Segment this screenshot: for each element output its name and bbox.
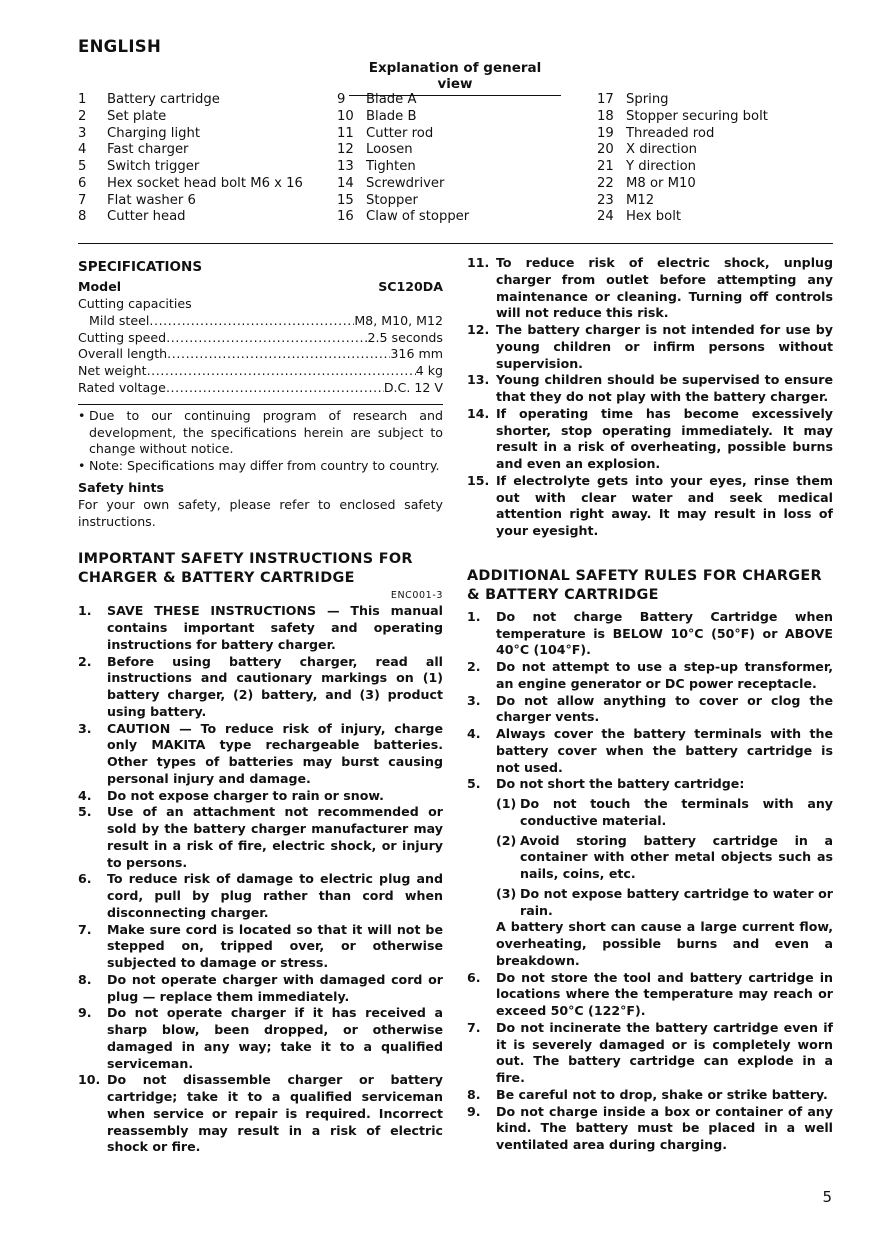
explanation-title: Explanation of general view: [349, 60, 561, 96]
additional-list: [467, 609, 833, 1154]
part-item: 23 M12: [597, 192, 655, 208]
list-item: 8. Be careful not to drop, shake or strike battery.: [467, 1086, 828, 1102]
list-item: 4. Always cover the battery terminals with the battery cover when the battery cartridge is not used.: [467, 726, 833, 775]
list-item: 10. Do not disassemble charger or battery cartridge; take it to a qualified serviceman when service or repair is required. Incorrect reassembly may result in a risk of electric shock or fire.: [78, 1072, 443, 1155]
list-item: 13. Young children should be supervised to ensure that they do not play with the battery charger.: [467, 372, 833, 404]
part-item: 7 Flat washer 6: [78, 192, 196, 208]
list-item: 7. Do not incinerate the battery cartridge even if it is severely damaged or is completely worn out. The battery cartridge can explode in a fire.: [467, 1019, 833, 1085]
part-item: 13 Tighten: [337, 159, 416, 174]
language-heading: ENGLISH: [78, 37, 162, 56]
document-code: ENC001-3: [390, 590, 443, 602]
spec-row-mild-steel: Mild steel ..... M8, M10, M12: [78, 313, 443, 330]
safety-hints-heading: Safety hints: [78, 479, 164, 495]
parts-column-3: [597, 92, 768, 226]
list-item: 14. If operating time has become excessively shorter, stop operating immediately. It may result in a risk of overheating, possible burns and even an explosion.: [467, 405, 833, 471]
specifications-heading: SPECIFICATIONS: [78, 259, 203, 275]
list-item: 9. Do not operate charger if it has received a sharp blow, been dropped, or otherwise damaged in any way; take it to a qualified serviceman.: [78, 1005, 443, 1071]
part-item: 22 M8 or M10: [597, 175, 696, 191]
list-item: 4. Do not expose charger to rain or snow.: [78, 787, 384, 803]
list-item: 1. Do not charge Battery Cartridge when temperature is BELOW 10°C (50°F) or ABOVE 40°C (104°F).: [467, 608, 833, 658]
left-column: [78, 255, 443, 1156]
additional-heading-line1: ADDITIONAL SAFETY RULES FOR CHARGER: [467, 567, 822, 584]
part-item: 15 Stopper: [337, 192, 418, 208]
part-item: 9 Blade A: [337, 92, 417, 107]
safety-hints-text: For your own safety, please refer to enclosed safety instructions.: [78, 496, 443, 529]
list-item: 9. Do not charge inside a box or container of any kind. The battery must be placed in a well ventilated area during charging.: [467, 1103, 833, 1152]
spec-row-net-weight: Net weight ..... 4 kg: [78, 363, 443, 380]
spec-row-overall-length: Overall length ..... 316 mm: [78, 346, 443, 363]
part-item: 4 Fast charger: [78, 142, 189, 158]
part-item: 6 Hex socket head bolt M6 x 16: [78, 175, 303, 191]
spec-divider: [78, 404, 443, 405]
battery-short-note: A battery short can cause a large current flow, overheating, possible burns and even a breakdown.: [496, 919, 833, 968]
sub-list-item: (2) Avoid storing battery cartridge in a container with other metal objects such as nails, coins, etc.: [496, 832, 833, 881]
list-item: 15. If electrolyte gets into your eyes, rinse them out with clear water and seek medical attention right away. It may result in loss of your eyesight.: [467, 472, 833, 538]
list-item: 3. CAUTION — To reduce risk of injury, charge only MAKITA type rechargeable batteries. Other types of batteries may burst causing personal injury and damage.: [78, 720, 443, 786]
sub-list-item: (1) Do not touch the terminals with any conductive material.: [496, 796, 833, 828]
list-item: 3. Do not allow anything to cover or clog the charger vents.: [467, 692, 833, 725]
list-item: 5. Do not short the battery cartridge: (1) Do not touch the terminals with any conductive material. (2) Avoid storing battery cartridge in a container with other metal objects such as nails, coins, etc. (3) Do not expose battery cartridge to water or rain. A battery short can cause a large current flow, overheating, possible burns and even a breakdown.: [467, 776, 833, 968]
important-heading-line2: CHARGER & BATTERY CARTRIDGE: [78, 570, 355, 587]
part-item: 11 Cutter rod: [337, 125, 434, 141]
model-row: Model SC120DA: [78, 279, 443, 294]
list-item: 2. Before using battery charger, read all instructions and cautionary markings on (1) battery charger, (2) battery, and (3) product using battery.: [78, 653, 443, 719]
part-item: 17 Spring: [597, 92, 669, 107]
spec-row-cutting-speed: Cutting speed ..... 2.5 seconds: [78, 330, 443, 347]
important-heading-line1: IMPORTANT SAFETY INSTRUCTIONS FOR: [78, 551, 413, 568]
spec-note: • Due to our continuing program of research and development, the specifications herein are subject to change without notice.: [78, 407, 443, 457]
part-item: 19 Threaded rod: [597, 125, 715, 141]
part-item: 24 Hex bolt: [597, 209, 682, 225]
part-item: 5 Switch trigger: [78, 159, 200, 174]
list-item: 6. To reduce risk of damage to electric plug and cord, pull by plug rather than cord when disconnecting charger.: [78, 871, 443, 920]
part-item: 10 Blade B: [337, 108, 417, 124]
list-item: 5. Use of an attachment not recommended or sold by the battery charger manufacturer may result in a risk of fire, electric shock, or injury to persons.: [78, 804, 443, 870]
parts-column-1: [78, 92, 303, 226]
page-number: 5: [822, 1188, 832, 1206]
additional-heading-line2: & BATTERY CARTRIDGE: [467, 586, 659, 603]
list-item: 2. Do not attempt to use a step-up transformer, an engine generator or DC power receptacle.: [467, 659, 833, 691]
part-item: 2 Set plate: [78, 108, 167, 124]
part-item: 18 Stopper securing bolt: [597, 108, 768, 124]
part-item: 8 Cutter head: [78, 209, 186, 225]
part-item: 21 Y direction: [597, 159, 697, 174]
list-item: 12. The battery charger is not intended for use by young children or infirm persons without supervision.: [467, 322, 833, 371]
sub-list-item: (3) Do not expose battery cartridge to water or rain.: [496, 885, 833, 918]
important-list: [78, 603, 443, 1156]
section-divider: [78, 243, 833, 244]
part-item: 14 Screwdriver: [337, 175, 445, 191]
part-item: 16 Claw of stopper: [337, 209, 470, 225]
spec-note: • Note: Specifications may differ from country to country.: [78, 458, 440, 474]
right-column: [467, 255, 833, 1154]
list-item: 1. SAVE THESE INSTRUCTIONS — This manual contains important safety and operating instructions for battery charger.: [78, 603, 443, 652]
spec-row-rated-voltage: Rated voltage ..... D.C. 12 V: [78, 380, 443, 397]
parts-column-2: [337, 92, 469, 226]
important-list-continued: [467, 255, 833, 540]
list-item: 6. Do not store the tool and battery cartridge in locations where the temperature may reach or exceed 50°C (122°F).: [467, 969, 833, 1018]
list-item: 11. To reduce risk of electric shock, unplug charger from outlet before attempting any maintenance or cleaning. Turning off controls will not reduce this risk.: [467, 255, 833, 321]
list-item: 8. Do not operate charger with damaged cord or plug — replace them immediately.: [78, 971, 443, 1004]
part-item: 3 Charging light: [78, 125, 201, 141]
list-item: 7. Make sure cord is located so that it will not be stepped on, tripped over, or otherwise subjected to damage or stress.: [78, 921, 443, 971]
part-item: 1 Battery cartridge: [78, 92, 220, 107]
cutting-capacities-label: Cutting capacities: [78, 296, 192, 311]
part-item: 12 Loosen: [337, 142, 413, 158]
part-item: 20 X direction: [597, 142, 698, 158]
